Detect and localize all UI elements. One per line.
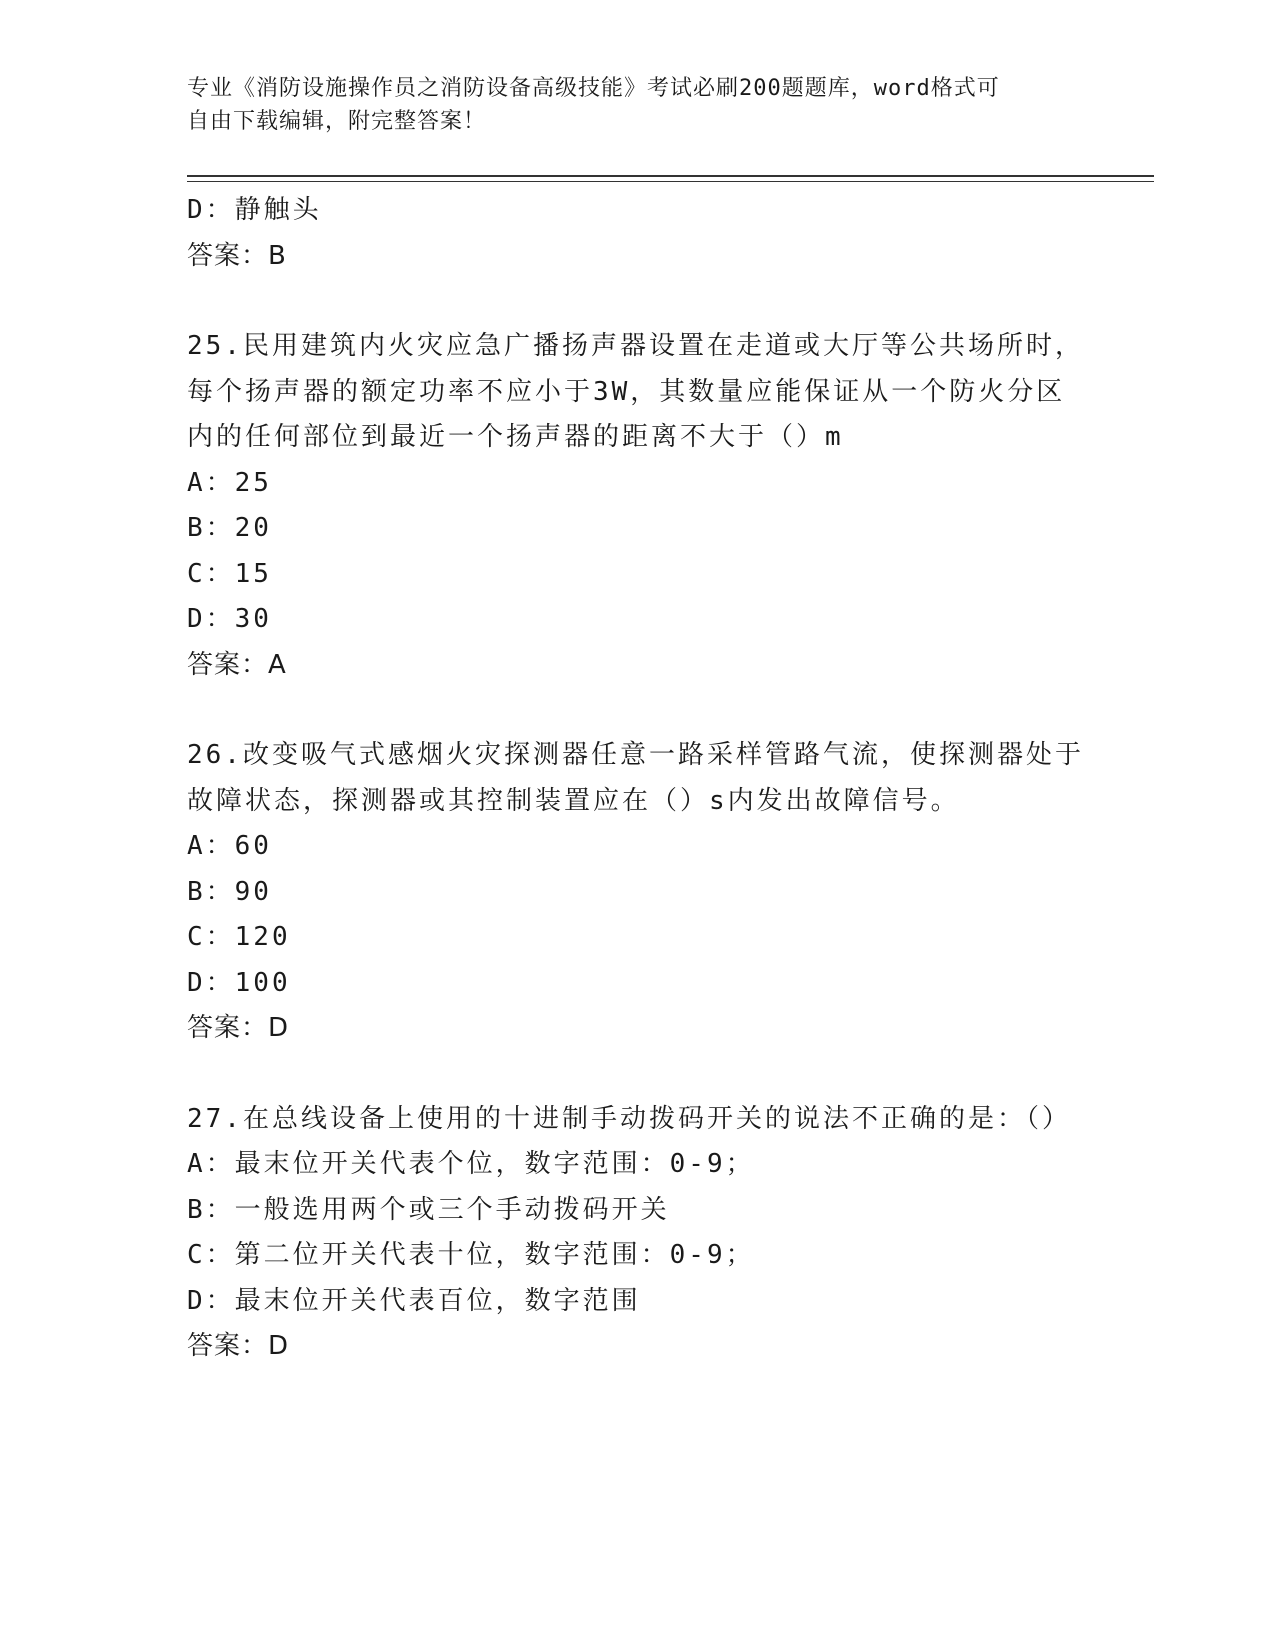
header-line-2: 自由下载编辑，附完整答案！ [187, 109, 487, 134]
answer-line: 答案：D [187, 1013, 290, 1043]
question-line: 内的任何部位到最近一个扬声器的距离不大于（）m [187, 422, 844, 452]
option-a: A：最末位开关代表个位，数字范围：0-9； [187, 1149, 755, 1179]
document-header [187, 72, 1067, 138]
question-line: 26.改变吸气式感烟火灾探测器任意一路采样管路气流，使探测器处于 [187, 740, 1084, 770]
question-27 [187, 1097, 1117, 1370]
answer-line: 答案：D [187, 1331, 290, 1361]
spacer [187, 688, 1117, 733]
option-d: D：最末位开关代表百位，数字范围 [187, 1285, 641, 1316]
document-body [187, 188, 1117, 1370]
header-line-1: 专业《消防设施操作员之消防设备高级技能》考试必刷200题题库，word格式可 [187, 76, 1000, 101]
spacer [187, 1052, 1117, 1097]
question-text [187, 324, 1087, 461]
question-line: 每个扬声器的额定功率不应小于3W，其数量应能保证从一个防火分区 [187, 376, 1066, 407]
option-a: A：60 [187, 831, 272, 861]
question-line: 故障状态，探测器或其控制装置应在（）s内发出故障信号。 [187, 785, 960, 816]
option-c: C：15 [187, 558, 272, 589]
option-a: A：25 [187, 467, 272, 498]
question-line: 25.民用建筑内火灾应急广播扬声器设置在走道或大厅等公共场所时， [187, 331, 1084, 361]
previous-question-tail [187, 188, 1117, 279]
header-divider-thick [187, 175, 1154, 177]
question-25 [187, 324, 1117, 688]
header-divider-thin [187, 181, 1154, 182]
option-d: D：100 [187, 967, 291, 998]
option-b: B：一般选用两个或三个手动拨码开关 [187, 1194, 670, 1225]
option-d: D：静触头 [187, 195, 322, 225]
option-c: C：120 [187, 922, 291, 952]
answer-line: 答案：B [187, 240, 287, 271]
option-b: B：20 [187, 513, 272, 543]
question-26 [187, 733, 1117, 1052]
question-text [187, 1097, 1087, 1143]
spacer [187, 279, 1117, 324]
answer-line: 答案：A [187, 649, 287, 680]
question-text [187, 733, 1087, 824]
question-line: 27.在总线设备上使用的十进制手动拨码开关的说法不正确的是：（） [187, 1103, 1071, 1134]
option-b: B：90 [187, 876, 272, 907]
option-c: C：第二位开关代表十位，数字范围：0-9； [187, 1240, 755, 1270]
option-d: D：30 [187, 604, 272, 634]
